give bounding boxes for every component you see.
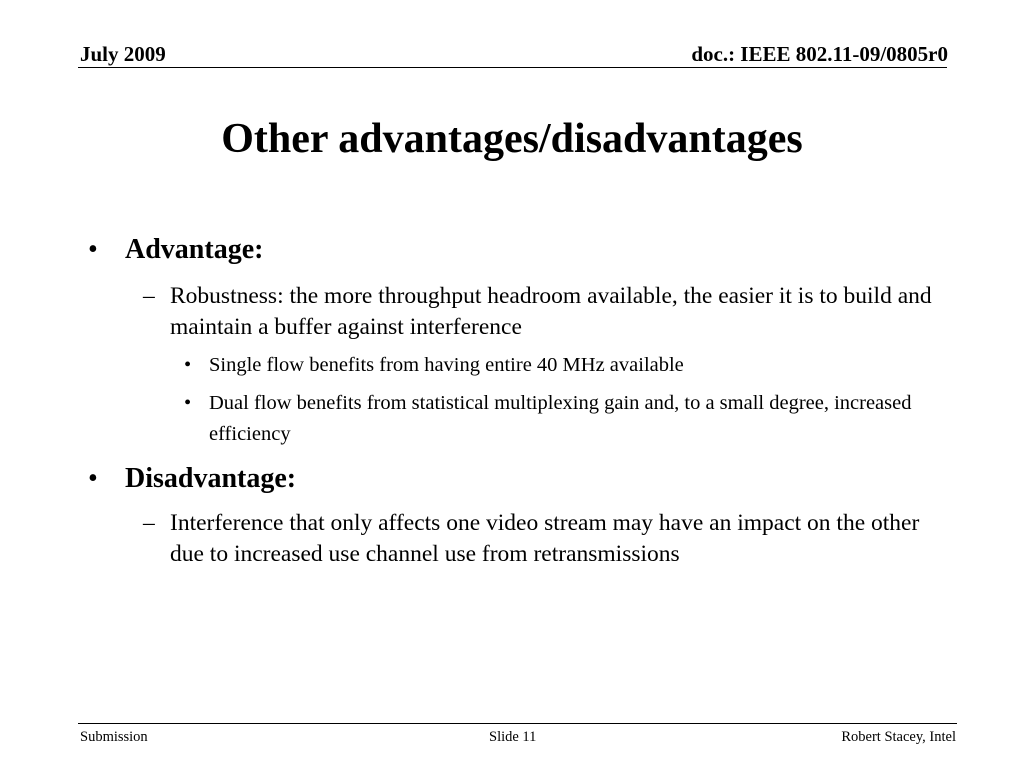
advantage-item-2: Dual flow benefits from statistical multiplexing gain and, to a small degree, increased efficiency [209,392,912,445]
footer-submission: Submission [80,729,148,745]
slide-title: Other advantages/disadvantages [221,116,803,162]
disadvantage-heading: Disadvantage: [125,463,297,494]
bullet-icon: • [184,392,192,414]
header-date: July 2009 [80,42,166,66]
advantage-item-1: Single flow benefits from having entire 40 MHz available [209,354,684,376]
dash-icon: – [143,283,155,309]
advantage-subpoint: Robustness: the more throughput headroom available, the easier it is to build and maintain a buffer against interference [170,283,932,340]
advantage-heading: Advantage: [125,234,264,265]
bullet-icon: • [88,234,98,265]
bullet-icon: • [88,463,98,494]
footer-divider [78,723,957,724]
disadvantage-subpoint: Interference that only affects one video stream may have an impact on the other due to increased use channel use from retransmissions [170,510,920,567]
footer-slide-number: Slide 11 [489,729,537,745]
footer-author: Robert Stacey, Intel [841,729,956,745]
header-doc-id: doc.: IEEE 802.11-09/0805r0 [691,42,948,66]
bullet-icon: • [184,354,192,376]
dash-icon: – [143,510,155,536]
